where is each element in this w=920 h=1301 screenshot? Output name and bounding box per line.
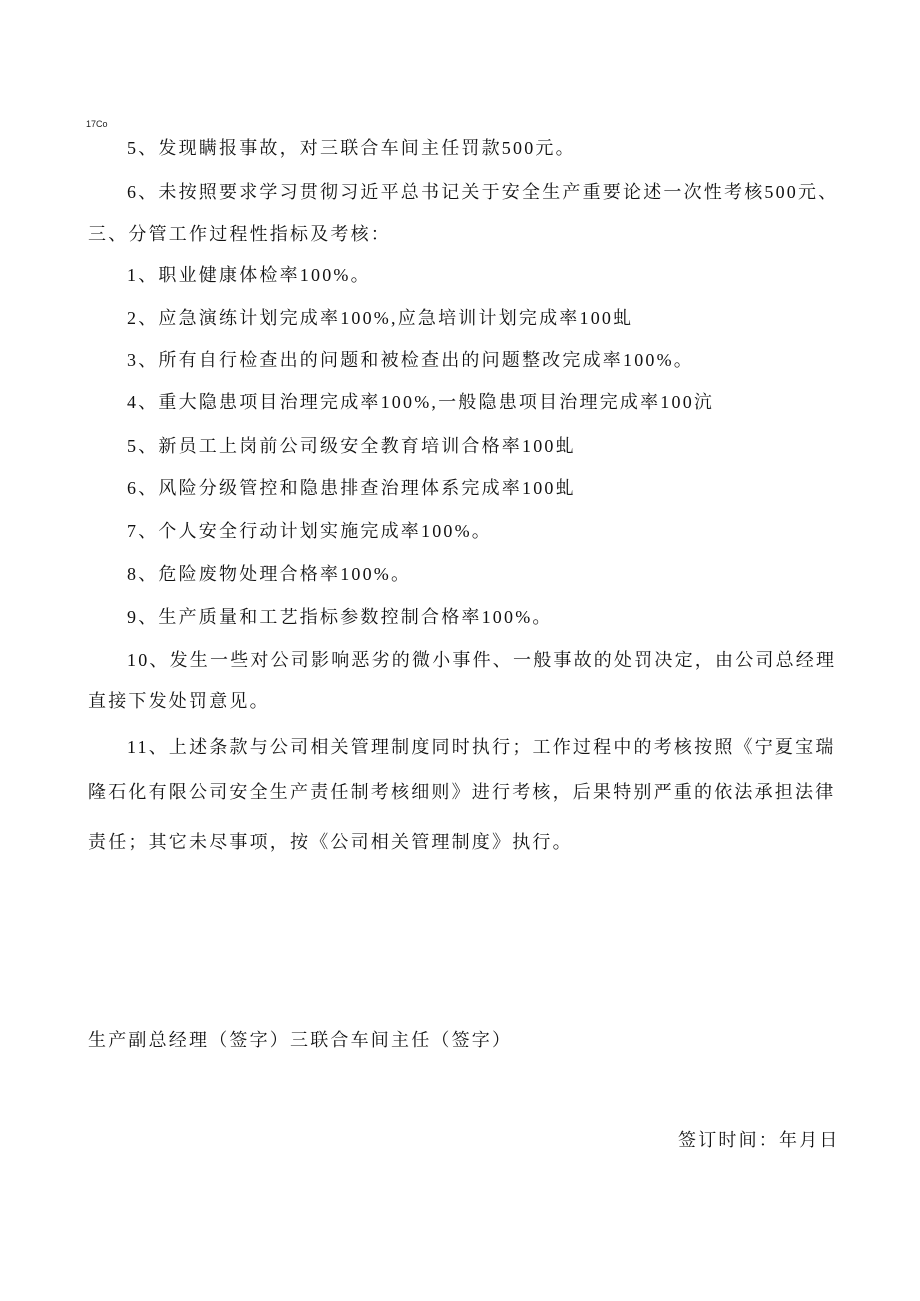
indicator-item-7: 7、个人安全行动计划实施完成率100%。 [127, 521, 492, 541]
item-11-line-1: 11、上述条款与公司相关管理制度同时执行；工作过程中的考核按照《宁夏宝瑞 [127, 737, 836, 757]
indicator-item-6: 6、风险分级管控和隐患排查治理体系完成率100虬 [127, 478, 576, 498]
indicator-item-8: 8、危险废物处理合格率100%。 [127, 564, 412, 584]
indicator-item-3: 3、所有自行检查出的问题和被检查出的问题整改完成率100%。 [127, 350, 694, 370]
indicator-item-9: 9、生产质量和工艺指标参数控制合格率100%。 [127, 607, 553, 627]
item-10-line-2: 直接下发处罚意见。 [88, 691, 270, 711]
section-heading: 三、分管工作过程性指标及考核： [88, 224, 391, 244]
page-marker: 17Co [86, 119, 108, 129]
indicator-item-5: 5、新员工上岗前公司级安全教育培训合格率100虬 [127, 436, 576, 456]
item-11-line-2: 隆石化有限公司安全生产责任制考核细则》进行考核，后果特别严重的依法承担法律 [88, 782, 836, 802]
signature-line: 生产副总经理（签字）三联合车间主任（签字） [88, 1030, 513, 1050]
item-10-line-1: 10、发生一些对公司影响恶劣的微小事件、一般事故的处罚决定，由公司总经理 [127, 650, 837, 670]
indicator-item-2: 2、应急演练计划完成率100%,应急培训计划完成率100虬 [127, 308, 634, 328]
signing-date: 签订时间：年月日 [678, 1130, 840, 1150]
penalty-item-6: 6、未按照要求学习贯彻习近平总书记关于安全生产重要论述一次性考核500元、 [127, 182, 839, 202]
indicator-item-4: 4、重大隐患项目治理完成率100%,一般隐患项目治理完成率100沆 [127, 392, 715, 412]
indicator-item-1: 1、职业健康体检率100%。 [127, 265, 371, 285]
penalty-item-5: 5、发现瞒报事故，对三联合车间主任罚款500元。 [127, 138, 576, 158]
item-11-line-3: 责任；其它未尽事项，按《公司相关管理制度》执行。 [88, 832, 573, 852]
